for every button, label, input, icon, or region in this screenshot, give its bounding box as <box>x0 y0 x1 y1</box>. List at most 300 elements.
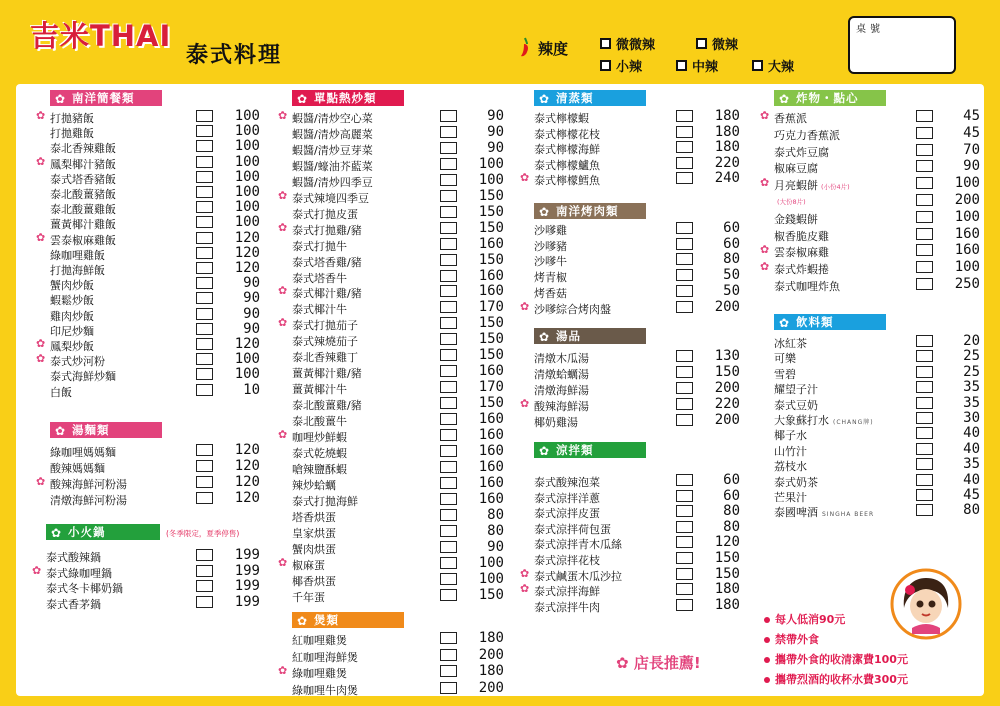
order-checkbox[interactable] <box>196 140 213 152</box>
menu-item[interactable]: ✿ 椒麻蛋 100 <box>278 554 504 572</box>
menu-item[interactable]: 雪碧 25 <box>774 363 980 381</box>
order-checkbox[interactable] <box>916 110 933 122</box>
order-checkbox[interactable] <box>196 580 213 592</box>
menu-item[interactable]: ✿ 泰式椰汁雞/豬 160 <box>278 283 504 301</box>
order-checkbox[interactable] <box>196 476 213 488</box>
order-checkbox[interactable] <box>916 489 933 501</box>
menu-item[interactable]: 清燉蛤蠣湯 150 <box>534 364 740 381</box>
checkbox[interactable] <box>752 60 763 71</box>
order-checkbox[interactable] <box>440 317 457 329</box>
order-checkbox[interactable] <box>196 323 213 335</box>
section-header-stirfry: ✿ 單點熱炒類 <box>292 90 404 106</box>
order-checkbox[interactable] <box>916 504 933 516</box>
menu-item[interactable]: 薑黃椰汁雞/豬 160 <box>292 363 504 381</box>
menu-item[interactable]: 耀望子汁 35 <box>774 379 980 397</box>
section-header-bbq: ✿ 南洋烤肉類 <box>534 203 646 219</box>
item-price: 160 <box>478 363 504 380</box>
menu-item[interactable]: ✿ 綠咖哩雞煲 180 <box>278 663 504 680</box>
menu-item[interactable]: ✿ 蝦醬/清炒空心菜 90 <box>278 108 504 125</box>
order-checkbox[interactable] <box>676 222 693 234</box>
menu-item[interactable]: 泰式涼拌皮蛋 80 <box>534 503 740 521</box>
item-price: 20 <box>963 333 980 349</box>
order-checkbox[interactable] <box>196 125 213 137</box>
menu-item[interactable]: 打拋海鮮飯 120 <box>50 260 260 277</box>
menu-item[interactable]: 蝦醬/蠔油芥藍菜 100 <box>292 155 504 173</box>
order-checkbox[interactable] <box>676 568 693 580</box>
order-checkbox[interactable] <box>916 474 933 486</box>
order-checkbox[interactable] <box>196 460 213 472</box>
flower-icon: ✿ <box>779 92 791 106</box>
mascot-icon <box>890 568 962 640</box>
order-checkbox[interactable] <box>440 477 457 489</box>
flower-icon: ✿ <box>297 92 309 106</box>
item-price: 180 <box>714 581 740 598</box>
menu-item[interactable]: ✿ 咖哩炒鮮蝦 160 <box>278 427 504 444</box>
menu-item[interactable]: 泰式奶茶 40 <box>774 471 980 489</box>
hotpot-season-note: (冬季限定，夏季停售) <box>166 529 240 538</box>
order-checkbox[interactable] <box>916 244 933 256</box>
menu-item[interactable]: ✿ 打拋豬飯 100 <box>36 108 260 125</box>
item-price: 25 <box>963 363 980 380</box>
menu-item[interactable]: 嗆辣鹽酥蝦 160 <box>292 458 504 476</box>
order-checkbox[interactable] <box>440 541 457 553</box>
order-checkbox[interactable] <box>196 232 213 244</box>
order-checkbox[interactable] <box>440 285 457 297</box>
order-checkbox[interactable] <box>916 211 933 223</box>
item-price: 100 <box>234 351 260 368</box>
menu-item[interactable]: 冰紅茶 20 <box>774 333 980 350</box>
recommend-flower-icon: ✿ <box>520 171 530 184</box>
order-checkbox[interactable] <box>196 384 213 396</box>
menu-item[interactable]: 巧克力香蕉派 45 <box>774 124 980 142</box>
order-checkbox[interactable] <box>440 397 457 409</box>
menu-item[interactable]: 泰式涼拌牛肉 180 <box>534 596 740 614</box>
item-price: 100 <box>234 214 260 231</box>
order-checkbox[interactable] <box>916 412 933 424</box>
menu-item[interactable]: 泰式打拋海鮮 160 <box>292 490 504 508</box>
menu-item[interactable]: ✿ 泰式炒河粉 100 <box>36 351 260 369</box>
menu-item[interactable]: 泰式海鮮炒麵 100 <box>50 366 260 384</box>
menu-item[interactable]: 椰子水 40 <box>774 425 980 443</box>
flower-icon: ✿ <box>55 424 67 438</box>
order-checkbox[interactable] <box>440 429 457 441</box>
item-price: 200 <box>478 646 504 663</box>
menu-item[interactable]: 泰式檸檬蝦 180 <box>534 108 740 125</box>
order-checkbox[interactable] <box>196 565 213 577</box>
checkbox[interactable] <box>600 60 611 71</box>
order-checkbox[interactable] <box>676 505 693 517</box>
menu-item[interactable]: 紅咖哩海鮮煲 200 <box>292 646 504 664</box>
order-checkbox[interactable] <box>440 682 457 694</box>
order-checkbox[interactable] <box>440 509 457 521</box>
order-checkbox[interactable] <box>196 596 213 608</box>
order-checkbox[interactable] <box>196 308 213 320</box>
order-checkbox[interactable] <box>440 665 457 677</box>
order-checkbox[interactable] <box>916 144 933 156</box>
menu-item[interactable]: 大象蘇打水 (CHANG牌) 30 <box>774 410 980 427</box>
order-checkbox[interactable] <box>676 599 693 611</box>
order-checkbox[interactable] <box>676 269 693 281</box>
order-checkbox[interactable] <box>676 398 693 410</box>
item-price: 100 <box>478 554 504 571</box>
menu-item[interactable]: 泰北酸薑豬飯 100 <box>50 184 260 201</box>
item-price: 180 <box>714 123 740 140</box>
menu-item[interactable]: 紅咖哩雞煲 180 <box>292 630 504 647</box>
order-checkbox[interactable] <box>440 110 457 122</box>
menu-item[interactable]: 泰式豆奶 35 <box>774 394 980 412</box>
menu-item[interactable]: 沙嗲豬 60 <box>534 235 740 253</box>
order-checkbox[interactable] <box>916 278 933 290</box>
policy-item: 攜帶烈酒的收杯水費300元 <box>764 671 908 687</box>
item-price: 80 <box>723 251 740 268</box>
order-checkbox[interactable] <box>440 589 457 601</box>
menu-item[interactable]: 千年蛋 150 <box>292 586 504 604</box>
menu-item[interactable]: 泰式檸檬花枝 180 <box>534 123 740 141</box>
order-checkbox[interactable] <box>440 632 457 644</box>
order-checkbox[interactable] <box>676 301 693 313</box>
menu-item[interactable]: 沙嗲牛 80 <box>534 251 740 269</box>
menu-item[interactable]: 荔枝水 35 <box>774 456 980 474</box>
item-price: 80 <box>487 522 504 539</box>
menu-item[interactable]: 泰式涼拌洋蔥 60 <box>534 487 740 505</box>
menu-item[interactable]: ✿ 泰式打拋雞/豬 150 <box>278 219 504 237</box>
item-price: 90 <box>487 139 504 156</box>
order-checkbox[interactable] <box>676 583 693 595</box>
menu-item[interactable]: 蝦醬/清炒高麗菜 90 <box>292 123 504 141</box>
order-checkbox[interactable] <box>196 492 213 504</box>
menu-item[interactable]: 泰式炸豆腐 70 <box>774 141 980 159</box>
order-checkbox[interactable] <box>196 338 213 350</box>
menu-item[interactable]: ✿ 雲泰椒麻雞 160 <box>760 242 980 260</box>
menu-item[interactable]: 皇家烘蛋 80 <box>292 522 504 540</box>
menu-item[interactable]: 泰式檸檬鱸魚 220 <box>534 154 740 172</box>
flower-icon: ✿ <box>539 330 551 344</box>
menu-item[interactable]: 泰式香茅鍋 199 <box>46 593 260 611</box>
order-checkbox[interactable] <box>440 254 457 266</box>
order-checkbox[interactable] <box>676 414 693 426</box>
menu-item[interactable]: 印尼炒麵 90 <box>50 320 260 338</box>
menu-item[interactable]: 椒麻豆腐 90 <box>774 158 980 176</box>
order-checkbox[interactable] <box>440 649 457 661</box>
flower-icon: ✿ <box>616 654 629 672</box>
menu-item[interactable]: ✿ 沙嗲綜合烤肉盤 200 <box>520 298 740 316</box>
menu-item[interactable]: ✿ 泰式綠咖哩鍋 199 <box>32 562 260 580</box>
menu-item[interactable]: 蝦鬆炒飯 90 <box>50 290 260 308</box>
order-checkbox[interactable] <box>676 366 693 378</box>
order-checkbox[interactable] <box>440 333 457 345</box>
recommend-flower-icon: ✿ <box>278 664 288 677</box>
item-price: 80 <box>487 506 504 523</box>
menu-item[interactable]: ✿ 泰式涼拌海鮮 180 <box>520 581 740 599</box>
order-checkbox[interactable] <box>196 201 213 213</box>
order-checkbox[interactable] <box>676 382 693 394</box>
order-checkbox[interactable] <box>196 110 213 122</box>
order-checkbox[interactable] <box>676 172 693 184</box>
order-checkbox[interactable] <box>196 216 213 228</box>
menu-item[interactable]: 薑黃椰汁雞飯 100 <box>50 214 260 232</box>
menu-item[interactable]: ✿ 月亮蝦餅 (小份4片) 100 <box>760 175 980 193</box>
menu-item[interactable]: 椰香烘蛋 100 <box>292 570 504 588</box>
menu-item[interactable]: ✿ 酸辣海鮮河粉湯 120 <box>36 474 260 491</box>
menu-item[interactable]: 芒果汁 45 <box>774 487 980 504</box>
menu-item[interactable]: 山竹汁 40 <box>774 440 980 458</box>
menu-item[interactable]: ✿ 香蕉派 45 <box>760 108 980 125</box>
menu-item[interactable]: 薑黃椰汁牛 170 <box>292 379 504 397</box>
order-checkbox[interactable] <box>916 427 933 439</box>
order-checkbox[interactable] <box>440 206 457 218</box>
order-checkbox[interactable] <box>676 285 693 297</box>
order-checkbox[interactable] <box>440 381 457 393</box>
menu-item[interactable]: 辣炒蛤蠣 160 <box>292 474 504 492</box>
item-price: 90 <box>243 290 260 307</box>
order-checkbox[interactable] <box>196 156 213 168</box>
order-checkbox[interactable] <box>440 365 457 377</box>
menu-item[interactable]: 泰國啤酒 SINGHA BEER 80 <box>774 502 980 520</box>
menu-item[interactable]: ✿ 泰式打拋茄子 150 <box>278 315 504 333</box>
order-checkbox[interactable] <box>916 335 933 347</box>
order-checkbox[interactable] <box>916 381 933 393</box>
menu-item[interactable]: 沙嗲雞 60 <box>534 220 740 237</box>
order-checkbox[interactable] <box>440 493 457 505</box>
order-checkbox[interactable] <box>676 253 693 265</box>
order-checkbox[interactable] <box>676 157 693 169</box>
menu-item[interactable]: 泰式咖哩炸魚 250 <box>774 276 980 293</box>
recommend-flower-icon: ✿ <box>36 475 46 488</box>
recommend-flower-icon: ✿ <box>36 154 46 168</box>
spice-option-5[interactable]: 大辣 <box>752 56 794 75</box>
menu-item[interactable]: 可樂 25 <box>774 348 980 366</box>
order-checkbox[interactable] <box>196 247 213 259</box>
menu-item[interactable]: 蟹肉烘蛋 90 <box>292 538 504 556</box>
order-checkbox[interactable] <box>440 445 457 457</box>
menu-item[interactable]: 泰式涼拌荷包蛋 80 <box>534 518 740 536</box>
item-price: 100 <box>234 168 260 185</box>
order-checkbox[interactable] <box>440 142 457 154</box>
menu-item[interactable]: 清燉木瓜湯 130 <box>534 348 740 365</box>
item-price: 160 <box>954 225 980 242</box>
item-price: 100 <box>954 208 980 225</box>
order-checkbox[interactable] <box>440 301 457 313</box>
menu-item[interactable]: 泰式涼拌青木瓜絲 120 <box>534 534 740 552</box>
recommend-flower-icon: ✿ <box>36 337 46 350</box>
menu-item[interactable]: ✿ 泰式辣境四季豆 150 <box>278 187 504 205</box>
item-price: 199 <box>234 578 260 594</box>
menu-item[interactable]: 蝦醬/清炒四季豆 100 <box>292 171 504 189</box>
item-price: 100 <box>234 108 260 124</box>
order-checkbox[interactable] <box>916 366 933 378</box>
order-checkbox[interactable] <box>440 413 457 425</box>
order-checkbox[interactable] <box>440 525 457 537</box>
order-checkbox[interactable] <box>916 350 933 362</box>
menu-item[interactable]: 泰式塔香雞/豬 150 <box>292 251 504 269</box>
menu-item[interactable]: 塔香烘蛋 80 <box>292 506 504 524</box>
recommend-flower-icon: ✿ <box>278 428 288 441</box>
menu-item[interactable]: 蟹肉炒飯 90 <box>50 275 260 293</box>
recommend-flower-icon: ✿ <box>520 566 530 580</box>
item-price: 10 <box>243 381 260 398</box>
order-checkbox[interactable] <box>196 368 213 380</box>
item-price: 35 <box>963 394 980 411</box>
order-checkbox[interactable] <box>676 110 693 122</box>
order-checkbox[interactable] <box>196 444 213 456</box>
menu-item[interactable]: 打拋雞飯 100 <box>50 123 260 141</box>
item-price: 90 <box>243 305 260 322</box>
spice-level-label: 辣度 <box>538 40 569 58</box>
order-checkbox[interactable] <box>196 277 213 289</box>
order-checkbox[interactable] <box>440 270 457 282</box>
menu-item[interactable]: 泰式檸檬海鮮 180 <box>534 139 740 156</box>
menu-item[interactable]: ✿ 酸辣海鮮湯 220 <box>520 396 740 413</box>
item-price: 90 <box>243 320 260 337</box>
order-checkbox[interactable] <box>916 177 933 189</box>
item-price: 90 <box>487 123 504 140</box>
order-checkbox[interactable] <box>676 521 693 533</box>
menu-item[interactable]: 綠咖哩媽媽麵 120 <box>50 442 260 459</box>
section-header-hotpot: ✿ 小火鍋 <box>46 524 160 540</box>
order-checkbox[interactable] <box>196 171 213 183</box>
item-price: 150 <box>478 586 504 603</box>
menu-item[interactable]: 泰式塔香豬飯 100 <box>50 168 260 186</box>
order-checkbox[interactable] <box>440 349 457 361</box>
menu-item[interactable]: 泰北香辣雞丁 150 <box>292 347 504 365</box>
menu-item[interactable]: 白飯 10 <box>50 381 260 399</box>
spice-option-1[interactable]: 微微辣 <box>600 34 655 53</box>
order-checkbox[interactable] <box>676 141 693 153</box>
menu-item[interactable]: ✿ 泰式鹹蛋木瓜沙拉 150 <box>520 565 740 583</box>
order-checkbox[interactable] <box>916 458 933 470</box>
order-checkbox[interactable] <box>676 350 693 362</box>
menu-item[interactable]: ✿ 雲泰椒麻雞飯 120 <box>36 229 260 247</box>
order-checkbox[interactable] <box>676 552 693 564</box>
menu-item[interactable]: 泰式乾燒蝦 160 <box>292 442 504 460</box>
menu-item[interactable]: 泰式椰汁牛 170 <box>292 299 504 317</box>
item-price: 150 <box>714 565 740 582</box>
item-price: 160 <box>478 474 504 491</box>
recommend-flower-icon: ✿ <box>278 284 288 298</box>
order-checkbox[interactable] <box>196 353 213 365</box>
order-checkbox[interactable] <box>916 228 933 240</box>
order-checkbox[interactable] <box>916 397 933 409</box>
item-price: 80 <box>723 503 740 520</box>
menu-item[interactable]: 清燉海鮮湯 200 <box>534 380 740 397</box>
menu-item[interactable]: 椰奶雞湯 200 <box>534 412 740 429</box>
menu-item[interactable]: 酸辣媽媽麵 120 <box>50 458 260 475</box>
order-checkbox[interactable] <box>676 126 693 138</box>
menu-item[interactable]: 泰式酸辣泡菜 60 <box>534 472 740 489</box>
item-price: 150 <box>478 347 504 364</box>
order-checkbox[interactable] <box>440 158 457 170</box>
item-price: 150 <box>478 187 504 204</box>
menu-item[interactable]: 泰式冬卡椰奶鍋 199 <box>46 578 260 595</box>
order-checkbox[interactable] <box>916 443 933 455</box>
menu-item[interactable]: (大份8片) 200 <box>777 192 980 208</box>
order-checkbox[interactable] <box>440 190 457 202</box>
recommend-flower-icon: ✿ <box>278 316 288 330</box>
order-checkbox[interactable] <box>916 160 933 172</box>
item-price: 60 <box>723 487 740 504</box>
checkbox[interactable] <box>676 60 687 71</box>
menu-item[interactable]: ✿ 鳳梨炒飯 120 <box>36 336 260 353</box>
menu-item[interactable]: 烤青椒 50 <box>534 267 740 285</box>
order-checkbox[interactable] <box>440 126 457 138</box>
menu-item[interactable]: 清燉海鮮河粉湯 120 <box>50 490 260 507</box>
recommend-flower-icon: ✿ <box>520 299 530 313</box>
spice-option-4[interactable]: 中辣 <box>676 56 718 75</box>
checkbox[interactable] <box>600 38 611 49</box>
item-price: 60 <box>723 472 740 488</box>
menu-item[interactable]: 綠咖哩雞飯 120 <box>50 244 260 262</box>
spice-option-2[interactable]: 微辣 <box>696 34 738 53</box>
item-price: 100 <box>478 570 504 587</box>
menu-item[interactable]: 雞肉炒飯 90 <box>50 305 260 323</box>
item-price: 170 <box>478 299 504 316</box>
menu-item[interactable]: 泰式辣燒茄子 150 <box>292 331 504 349</box>
menu-item[interactable]: 泰北酸薑雞/豬 150 <box>292 395 504 413</box>
menu-item[interactable]: 蝦醬/清炒豆芽菜 90 <box>292 139 504 157</box>
order-checkbox[interactable] <box>676 474 693 486</box>
section-header-nanyang: ✿ 南洋簡餐類 <box>50 90 162 106</box>
order-checkbox[interactable] <box>440 222 457 234</box>
section-header-steamed: ✿ 清蒸類 <box>534 90 646 106</box>
recommend-flower-icon: ✿ <box>36 109 46 122</box>
order-checkbox[interactable] <box>916 194 933 206</box>
item-price: 160 <box>478 235 504 252</box>
item-price: 150 <box>714 550 740 566</box>
menu-item[interactable]: 泰北香辣雞飯 100 <box>50 138 260 156</box>
item-price: 100 <box>478 171 504 188</box>
menu-item[interactable]: ✿ 泰式檸檬鱈魚 240 <box>520 170 740 187</box>
menu-item[interactable]: 金錢蝦餅 100 <box>774 208 980 226</box>
menu-item[interactable]: 泰北酸薑雞飯 100 <box>50 199 260 217</box>
order-checkbox[interactable] <box>440 573 457 585</box>
menu-item[interactable]: ✿ 泰式炸蝦捲 100 <box>760 259 980 277</box>
order-checkbox[interactable] <box>916 261 933 273</box>
menu-item[interactable]: 泰式酸辣鍋 199 <box>46 547 260 564</box>
recommend-flower-icon: ✿ <box>278 109 288 122</box>
order-checkbox[interactable] <box>676 238 693 250</box>
menu-item[interactable]: 泰式塔香牛 160 <box>292 267 504 285</box>
order-checkbox[interactable] <box>196 549 213 561</box>
order-checkbox[interactable] <box>676 490 693 502</box>
flower-icon: ✿ <box>779 316 791 330</box>
item-price: 180 <box>478 630 504 646</box>
item-price: 160 <box>954 242 980 259</box>
menu-item[interactable]: 椒香脆皮雞 160 <box>774 225 980 243</box>
order-checkbox[interactable] <box>676 536 693 548</box>
menu-item[interactable]: ✿ 鳳梨椰汁豬飯 100 <box>36 153 260 171</box>
spice-option-3[interactable]: 小辣 <box>600 56 642 75</box>
menu-item[interactable]: 泰式打拋牛 160 <box>292 235 504 253</box>
order-checkbox[interactable] <box>440 238 457 250</box>
menu-item[interactable]: 泰北酸薑牛 160 <box>292 411 504 429</box>
item-price: 90 <box>487 108 504 124</box>
menu-item[interactable]: 烤香菇 50 <box>534 282 740 300</box>
order-checkbox[interactable] <box>440 461 457 473</box>
order-checkbox[interactable] <box>196 186 213 198</box>
order-checkbox[interactable] <box>916 127 933 139</box>
menu-item[interactable]: 泰式打拋皮蛋 150 <box>292 203 504 221</box>
item-price: 100 <box>234 153 260 170</box>
recommend-flower-icon: ✿ <box>36 352 46 366</box>
order-checkbox[interactable] <box>196 292 213 304</box>
checkbox[interactable] <box>696 38 707 49</box>
order-checkbox[interactable] <box>196 262 213 274</box>
menu-item[interactable]: 泰式涼拌花枝 150 <box>534 550 740 567</box>
order-checkbox[interactable] <box>440 557 457 569</box>
order-checkbox[interactable] <box>440 174 457 186</box>
item-price: 200 <box>714 412 740 428</box>
menu-item[interactable]: 綠咖哩牛肉煲 200 <box>292 679 504 697</box>
